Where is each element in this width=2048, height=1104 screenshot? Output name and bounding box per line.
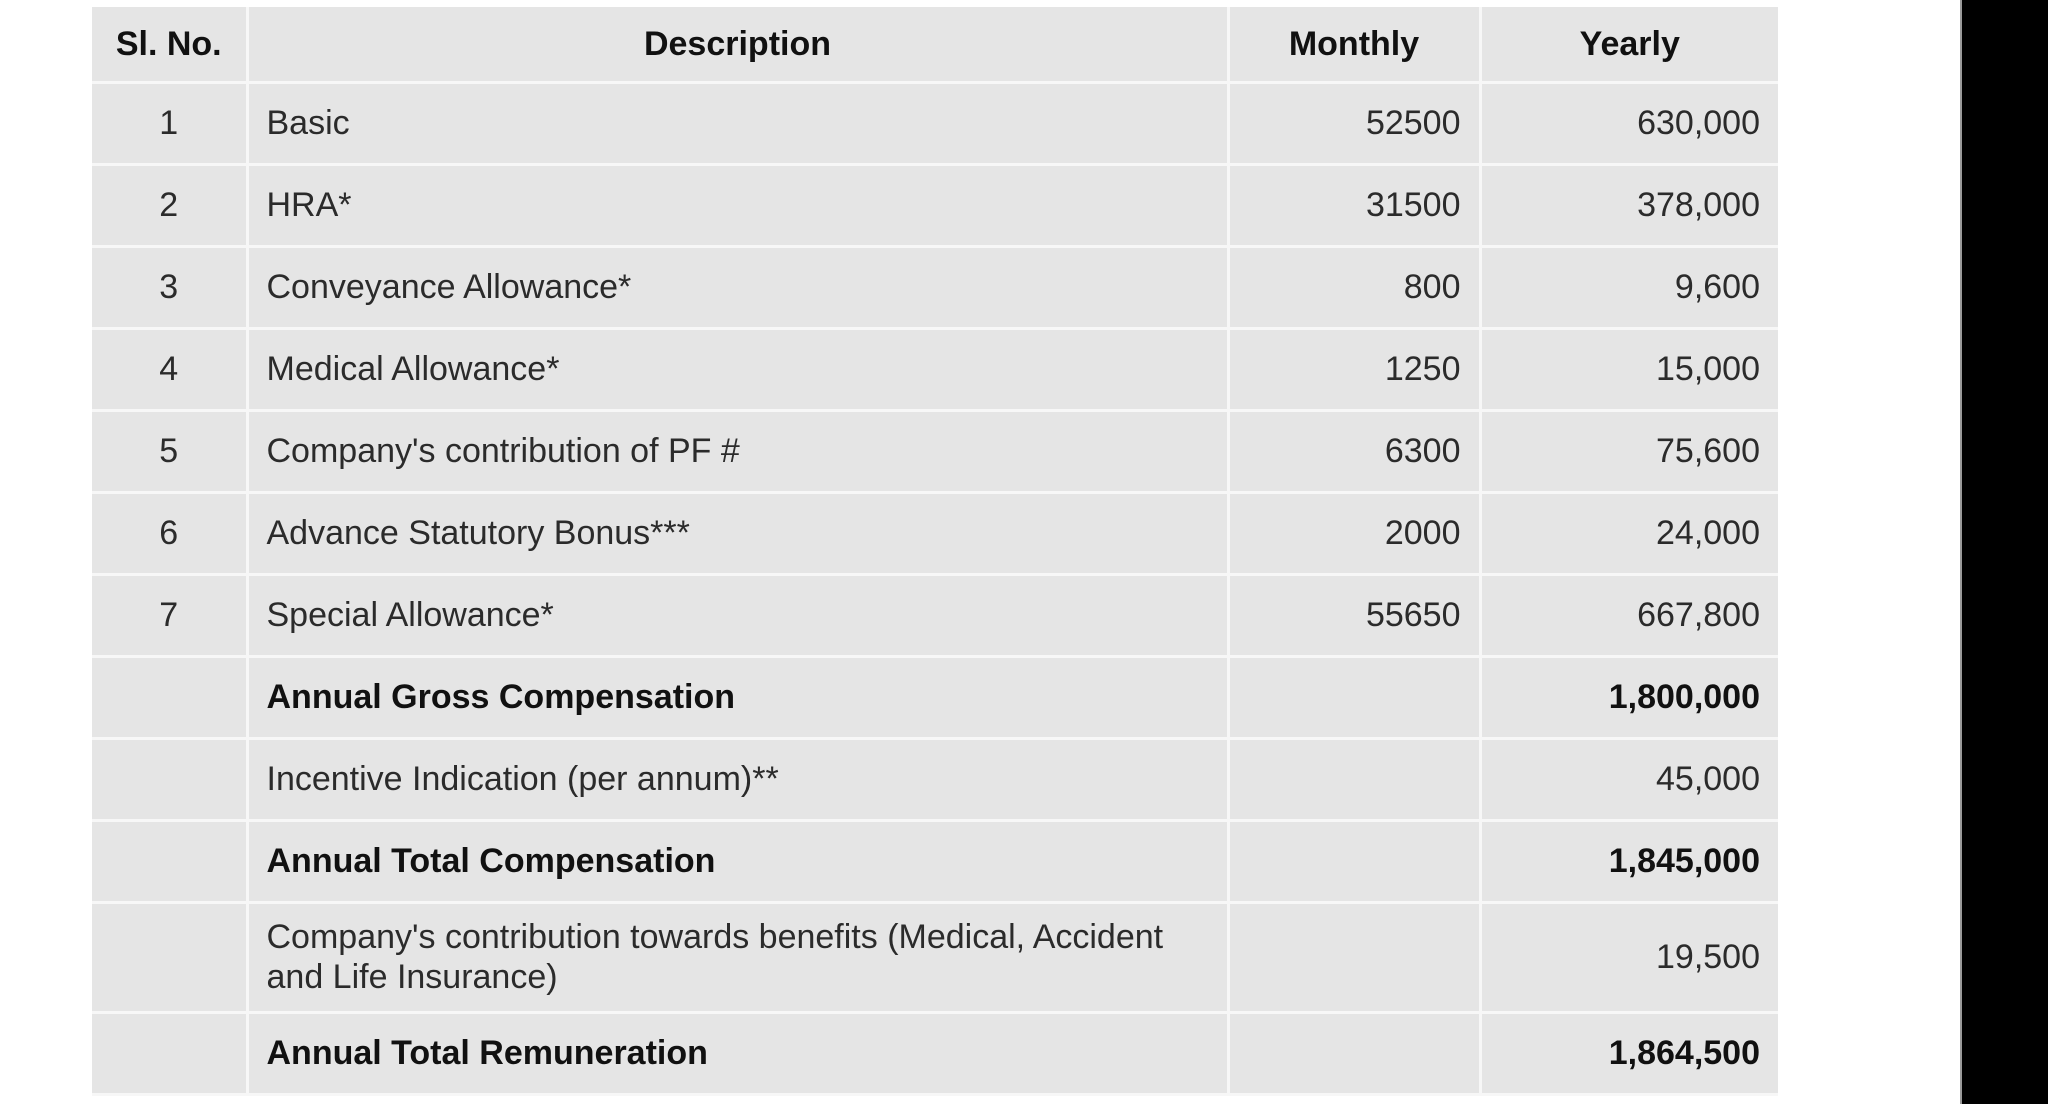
side-black-panel [1960,0,2048,1104]
empty-cell [92,820,247,902]
yearly-cell: 9,600 [1480,246,1778,328]
annual-gross-value: 1,800,000 [1480,656,1778,738]
annual-total-compensation-row [92,820,1778,902]
annual-total-remuneration-label: Annual Total Remuneration [247,1012,1228,1094]
benefits-row [92,902,1778,1012]
empty-cell [1228,738,1480,820]
sl-no-cell: 7 [92,574,247,656]
description-cell: Advance Statutory Bonus*** [247,492,1228,574]
benefits-label: Company's contribution towards benefits (Medical, Accident and Life Insurance) [247,902,1228,1012]
monthly-cell: 55650 [1228,574,1480,656]
description-cell: Conveyance Allowance* [247,246,1228,328]
description-cell: Special Allowance* [247,574,1228,656]
annual-gross-label: Annual Gross Compensation [247,656,1228,738]
monthly-cell: 800 [1228,246,1480,328]
description-cell: Company's contribution of PF # [247,410,1228,492]
annual-total-compensation-value: 1,845,000 [1480,820,1778,902]
yearly-cell: 24,000 [1480,492,1778,574]
sl-no-cell: 3 [92,246,247,328]
annual-total-remuneration-value: 1,864,500 [1480,1012,1778,1094]
monthly-cell: 2000 [1228,492,1480,574]
table-row [92,492,1778,574]
empty-cell [92,902,247,1012]
header-yearly: Yearly [1480,7,1778,82]
header-sl-no: Sl. No. [92,7,247,82]
sl-no-cell: 5 [92,410,247,492]
empty-cell [1228,902,1480,1012]
empty-cell [1228,656,1480,738]
description-cell: Medical Allowance* [247,328,1228,410]
monthly-cell: 6300 [1228,410,1480,492]
monthly-cell: 52500 [1228,82,1480,164]
header-row [92,7,1778,82]
annual-total-remuneration-row [92,1012,1778,1094]
yearly-cell: 75,600 [1480,410,1778,492]
yearly-cell: 630,000 [1480,82,1778,164]
monthly-cell: 1250 [1228,328,1480,410]
sl-no-cell: 1 [92,82,247,164]
empty-cell [92,1012,247,1094]
empty-cell [92,738,247,820]
compensation-table [92,7,1778,1096]
header-description: Description [247,7,1228,82]
description-cell: Basic [247,82,1228,164]
table-row [92,246,1778,328]
yearly-cell: 15,000 [1480,328,1778,410]
table-row [92,574,1778,656]
benefits-value: 19,500 [1480,902,1778,1012]
header-monthly: Monthly [1228,7,1480,82]
table-row [92,164,1778,246]
annual-gross-row [92,656,1778,738]
sl-no-cell: 2 [92,164,247,246]
incentive-value: 45,000 [1480,738,1778,820]
annual-total-compensation-label: Annual Total Compensation [247,820,1228,902]
table-row [92,328,1778,410]
incentive-row [92,738,1778,820]
empty-cell [1228,1012,1480,1094]
monthly-cell: 31500 [1228,164,1480,246]
empty-cell [1228,820,1480,902]
empty-cell [92,656,247,738]
yearly-cell: 378,000 [1480,164,1778,246]
sl-no-cell: 6 [92,492,247,574]
table-row [92,82,1778,164]
yearly-cell: 667,800 [1480,574,1778,656]
description-cell: HRA* [247,164,1228,246]
incentive-label: Incentive Indication (per annum)** [247,738,1228,820]
sl-no-cell: 4 [92,328,247,410]
table-row [92,410,1778,492]
